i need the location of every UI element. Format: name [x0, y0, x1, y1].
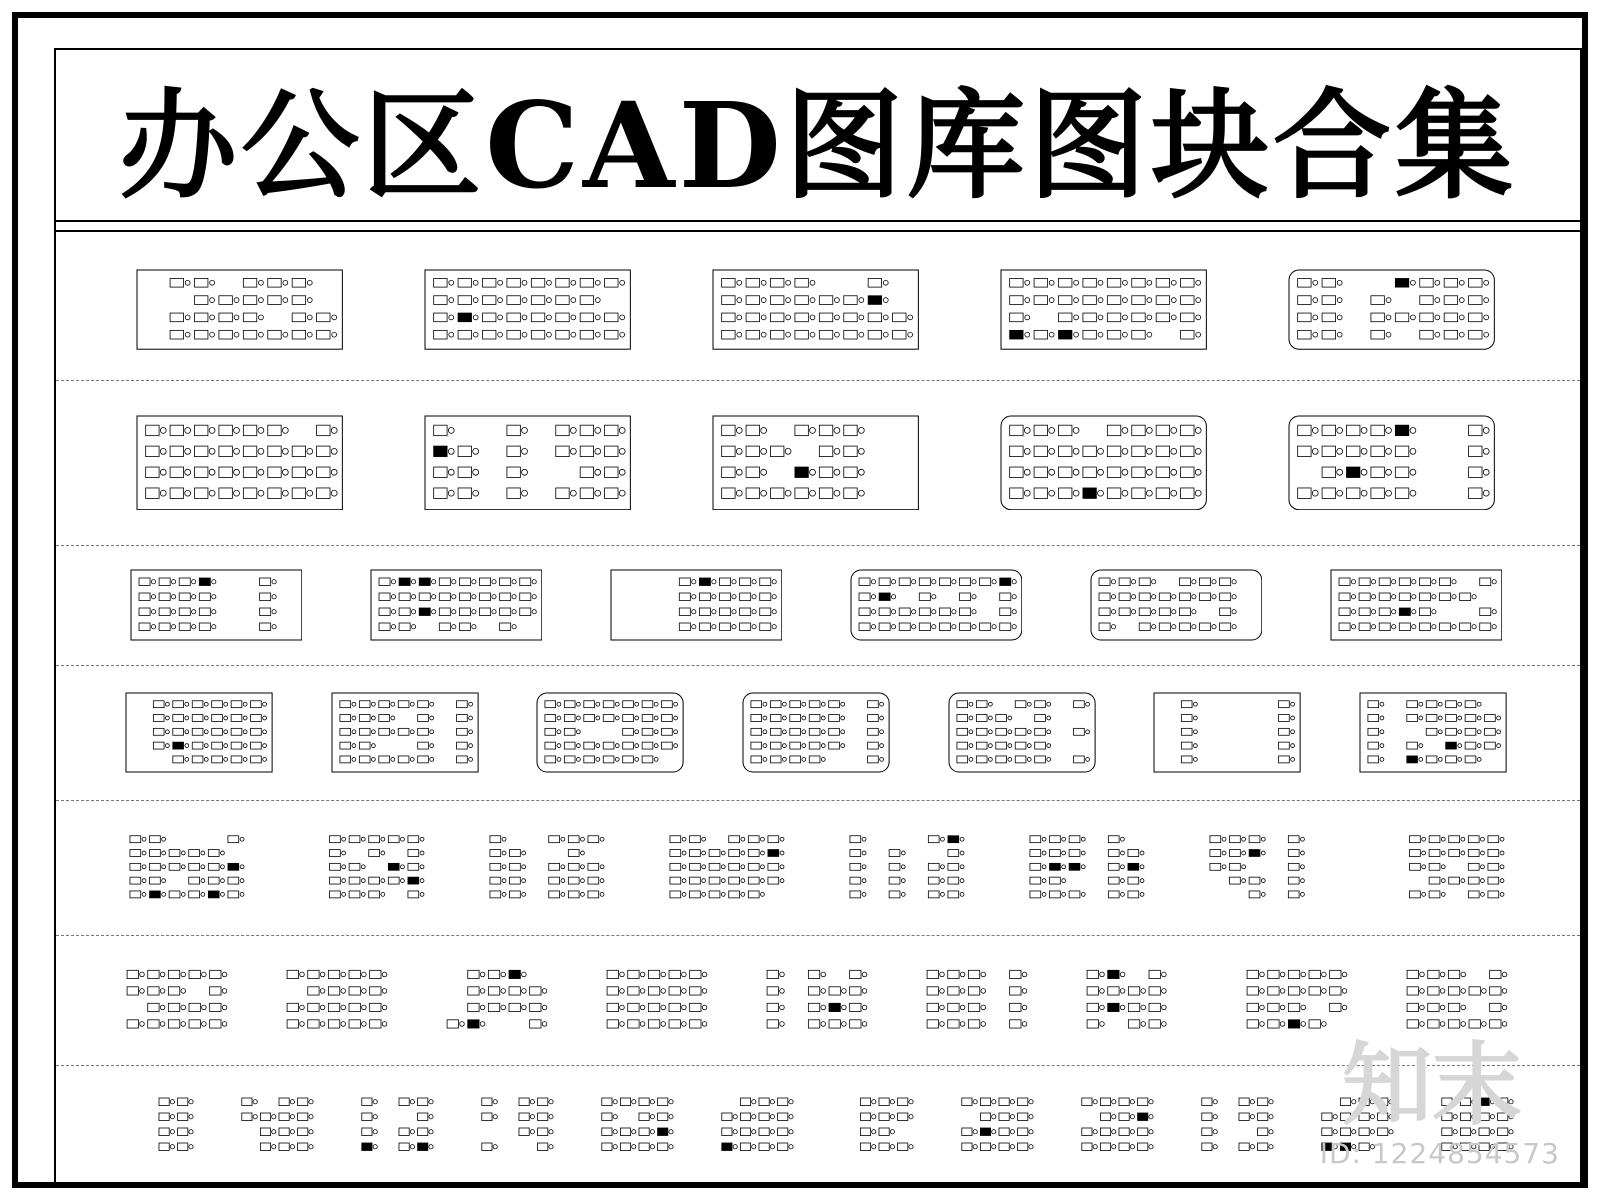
office-layout-block: [758, 961, 873, 1039]
row-separator: [56, 935, 1580, 936]
office-layout-block: [1330, 569, 1503, 641]
office-layout-block: [1238, 961, 1353, 1039]
title-underline-bottom: [56, 230, 1580, 232]
office-layout-block: [301, 827, 431, 908]
office-layout-block: [113, 1089, 199, 1161]
office-layout-block: [1288, 415, 1495, 511]
office-layout-block: [1288, 269, 1495, 350]
image-id-label: ID: 1224854573: [1319, 1137, 1560, 1170]
office-layout-block: [948, 692, 1096, 773]
office-layout-block: [278, 961, 393, 1039]
office-layout-block: [473, 1089, 559, 1161]
office-layout-block: [1359, 692, 1507, 773]
office-layout-block: [136, 415, 343, 511]
office-layout-block: [1078, 961, 1193, 1039]
office-layout-block: [712, 415, 919, 511]
office-layout-block: [1381, 827, 1511, 908]
office-layout-block: [661, 827, 791, 908]
office-layout-block: [1201, 827, 1331, 908]
office-layout-block: [593, 1089, 679, 1161]
row-separator: [56, 665, 1580, 666]
office-layout-block: [712, 269, 919, 350]
office-layout-block: [233, 1089, 319, 1161]
sheet-title: 办公区CAD图库图块合集: [119, 76, 1517, 215]
watermark-logo: 知末: [1342, 1032, 1522, 1138]
office-layout-block: [833, 1089, 919, 1161]
office-layout-block: [121, 827, 251, 908]
office-layout-block: [118, 961, 233, 1039]
office-layout-block: [370, 569, 543, 641]
office-layout-block: [841, 827, 971, 908]
office-layout-block: [1073, 1089, 1159, 1161]
office-layout-block: [918, 961, 1033, 1039]
row-separator: [56, 380, 1580, 381]
office-layout-block: [1000, 269, 1207, 350]
office-layout-block: [353, 1089, 439, 1161]
office-layout-block: [331, 692, 479, 773]
office-layout-block: [424, 269, 631, 350]
office-layout-block: [130, 569, 303, 641]
office-layout-block: [536, 692, 684, 773]
office-layout-block: [953, 1089, 1039, 1161]
office-layout-block: [1193, 1089, 1279, 1161]
office-layout-block: [438, 961, 553, 1039]
office-layout-block: [1000, 415, 1207, 511]
office-layout-block: [1021, 827, 1151, 908]
office-layout-block: [424, 415, 631, 511]
office-layout-block: [742, 692, 890, 773]
office-layout-block: [1090, 569, 1263, 641]
office-layout-block: [481, 827, 611, 908]
drawing-sheet-frame: [12, 12, 1588, 1188]
row-separator: [56, 800, 1580, 801]
office-layout-block: [610, 569, 783, 641]
office-layout-block: [598, 961, 713, 1039]
office-layout-block: [136, 269, 343, 350]
office-layout-block: [850, 569, 1023, 641]
row-separator: [56, 545, 1580, 546]
office-layout-block: [125, 692, 273, 773]
title-underline-top: [56, 220, 1580, 222]
office-layout-block: [713, 1089, 799, 1161]
office-layout-block: [1153, 692, 1301, 773]
